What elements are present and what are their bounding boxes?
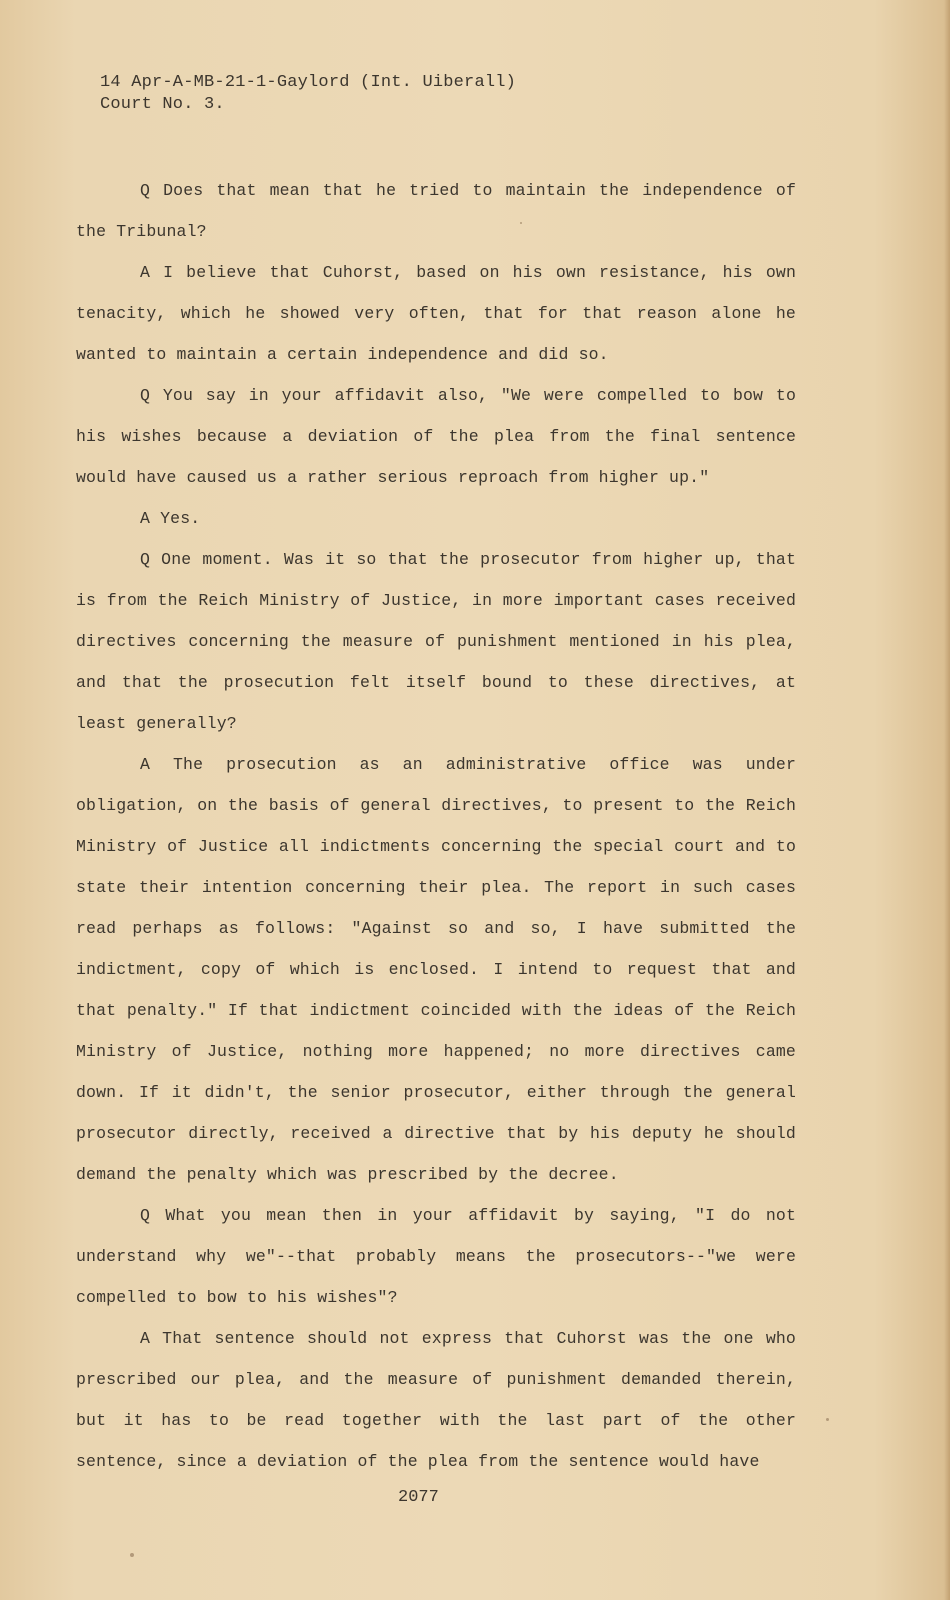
document-header (100, 72, 516, 116)
transcript-paragraph: A That sentence should not express that Cuhorst was the one who prescribed our plea, and the measure of punishment demanded therein, but it has to be read together with the last part of the other sentence, since a deviation of the plea from the sentence would have (76, 1329, 796, 1471)
transcript-paragraph: Q Does that mean that he tried to maintain the independence of the Tribunal? (76, 181, 796, 241)
transcript-paragraph: A The prosecution as an administrative office was under obligation, on the basis of general directives, to present to the Reich Ministry of Justice all indictments concerning the special court and to state their intention concerning their plea. The report in such cases read perhaps as follows: "Against so and so, I have submitted the indictment, copy of which is enclosed. I intend to request that and that penalty." If that indictment coincided with the ideas of the Reich Ministry of Justice, nothing more happened; no more directives came down. If it didn't, the senior prosecutor, either through the general prosecutor directly, received a directive that by his deputy he should demand the penalty which was prescribed by the decree. (76, 755, 796, 1184)
transcript-body (76, 170, 796, 1482)
paper-speck (520, 222, 522, 224)
transcript-paragraph: A Yes. (140, 509, 201, 528)
transcript-paragraph: A I believe that Cuhorst, based on his own resistance, his own tenacity, which he showed very often, that for that reason alone he wanted to maintain a certain independence and did so. (76, 263, 796, 364)
page-edge-shadow (944, 0, 950, 1600)
transcript-paragraph: Q One moment. Was it so that the prosecutor from higher up, that is from the Reich Ministry of Justice, in more important cases received directives concerning the measure of punishment mentioned in his plea, and that the prosecution felt itself bound to these directives, at least generally? (76, 550, 796, 733)
paper-speck (130, 1553, 134, 1557)
page-number: 2077 (398, 1488, 439, 1507)
transcript-paragraph: Q You say in your affidavit also, "We were compelled to bow to his wishes because a deviation of the plea from the final sentence would have caused us a rather serious reproach from higher up." (76, 386, 796, 487)
header-reference: 14 Apr-A-MB-21-1-Gaylord (Int. Uiberall) (100, 73, 517, 92)
header-court: Court No. 3. (100, 95, 225, 114)
paper-speck (826, 1418, 829, 1421)
transcript-paragraph: Q What you mean then in your affidavit by saying, "I do not understand why we"--that probably means the prosecutors--"we were compelled to bow to his wishes"? (76, 1206, 796, 1307)
